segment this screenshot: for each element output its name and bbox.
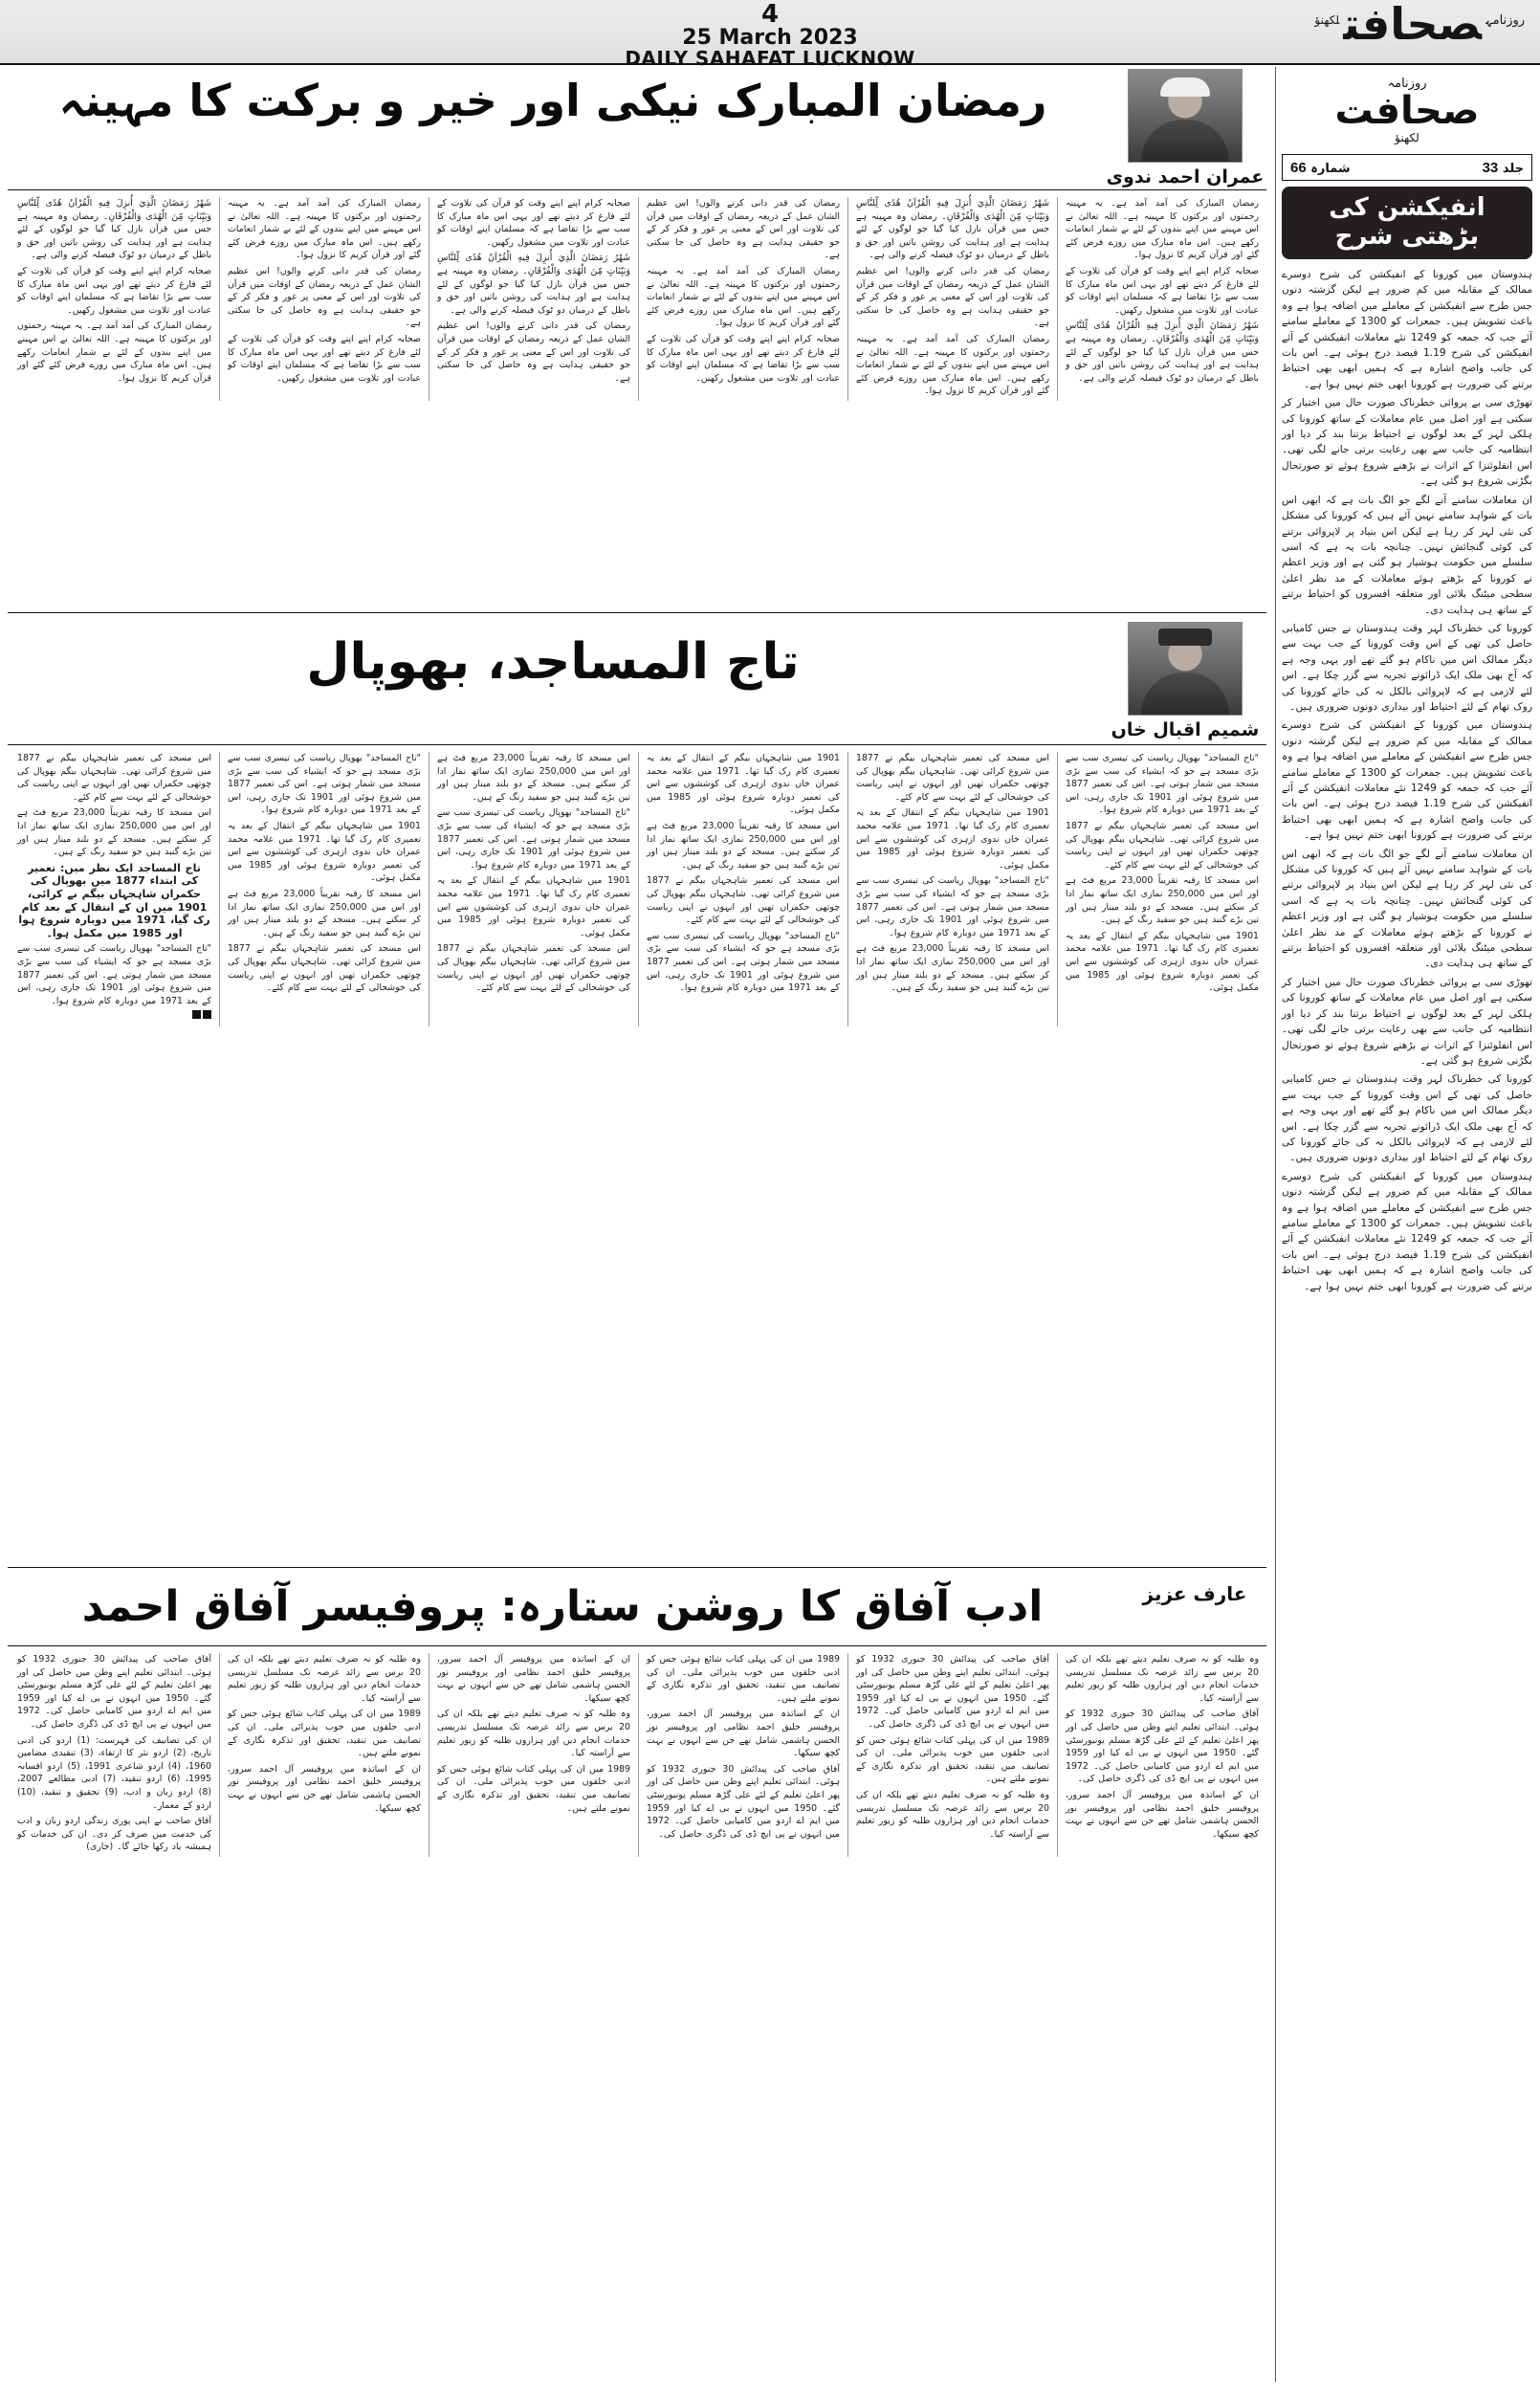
body-para: اس مسجد کی تعمیر شاہجہاں بیگم نے 1877 میں شروع کرائی تھی۔ شاہجہاں بیگم بھوپال کی چوتھی حکمراں تھیں اور انہوں نے اپنی ریاست کی خوشحالی کے لئے بہت سے کام کئے۔: [17, 753, 211, 803]
masthead-center-block: [0, 0, 1540, 70]
text-column: [847, 752, 1057, 1026]
lead-para: ہندوستان میں کورونا کے انفیکشن کی شرح دوسرے ممالک کے مقابلہ میں کم ضرور ہے لیکن گزشتہ دنوں جس طرح سے انفیکشن کے معاملے میں اضافہ ہوا ہے وہ باعث تشویش ہیں۔ جمعرات کو 1300 کے معاملے سامنے آئے جب کہ جمعہ کو 1249 نئے معاملات انفیکشن کے آئے انفیکشن کی شرح 1.19 فیصد درج ہوئی ہے۔ اس بات کی جانب واضح اشارہ ہے کہ ہمیں ابھی بھی احتیاط برتنے کی ضرورت ہے کورونا ابھی ختم نہیں ہوا ہے۔: [1282, 1170, 1532, 1292]
nameplate-title: صحافت: [1334, 89, 1480, 133]
text-column: [219, 1653, 429, 1857]
article-afaq-body: [8, 1653, 1266, 1857]
body-para: "تاج المساجد" بھوپال ریاست کی تیسری سب سے بڑی مسجد ہے جو کہ ایشیاء کی سب سے بڑی مسجد میں شمار ہوتی ہے۔ اس کی تعمیر 1877 میں شروع ہوئی اور 1901 تک جاری رہی، اس کے بعد 1971 میں دوبارہ کام شروع ہوا۔: [228, 753, 421, 816]
lead-para: کورونا کی خطرناک لہر وقت ہندوستان نے جس کامیابی حاصل کی تھی کے اس وقت کورونا کے جب بہت سے دیگر ممالک اس میں ناکام ہو گئے تھے اور یہی وجہ ہے کہ آج بھی ملک ایک ڈرائونے تجربہ سے گزر چکا ہے۔ اس لئے لازمی ہے کہ لاپروائی بالکل نہ کی جائے کورونا کی روک تھام کے لئے احتیاط اور بیداری دونوں ضروری ہیں۔: [1282, 1073, 1532, 1164]
text-column: [1057, 1653, 1266, 1857]
body-para: آفاق صاحب کی پیدائش 30 جنوری 1932 کو ہوئی۔ ابتدائی تعلیم اپنے وطن میں حاصل کی اور پھر اعلیٰ تعلیم کے لئے علی گڑھ مسلم یونیورسٹی گئے۔ 1950 میں انہوں نے بی اے کیا اور 1959 میں ایم اے اردو میں کامیابی حاصل کی۔ 1972 میں انہوں نے پی ایچ ڈی کی ڈگری حاصل کی۔: [647, 1763, 840, 1840]
masthead: [0, 0, 1540, 70]
body-para: "تاج المساجد" بھوپال ریاست کی تیسری سب سے بڑی مسجد ہے جو کہ ایشیاء کی سب سے بڑی مسجد میں شمار ہوتی ہے۔ اس کی تعمیر 1877 میں شروع ہوئی اور 1901 تک جاری رہی، اس کے بعد 1971 میں دوبارہ کام شروع ہوا۔: [647, 930, 840, 994]
masthead-logo-main: صحافت: [1343, 0, 1482, 50]
paper-name-english: DAILY SAHAFAT LUCKNOW: [625, 46, 915, 70]
body-para: رمضان کی قدر دانی کرنے والوں! اس عظیم الشان عمل کے ذریعہ رمضان کے اوقات میں قرآن کی تلاوت اور اس کے معنی پر غور و فکر کر کے جو حقیقی ہدایت ہے وہ حاصل کی جا سکتی ہے۔: [228, 265, 421, 329]
article-ramzan: [8, 67, 1266, 603]
sidebar-heading: تاج المساجد ایک نظر میں: تعمیر کی ابتداء 1877 میں بھوپال کی حکمراں شاہجہاں بیگم نے کرائی، 1901 میں ان کے انتقال کے بعد کام رک گیا، 1971 میں دوبارہ شروع ہوا اور 1985 میں مکمل ہوا۔: [18, 861, 210, 939]
headline-underline: [8, 1645, 1266, 1646]
body-para: رمضان المبارک کی آمد آمد ہے۔ یہ مہینہ رحمتوں اور برکتوں کا مہینہ ہے۔ اللہ تعالیٰ نے اس مہینے میں اپنے بندوں کے لئے بے شمار انعامات رکھے ہیں۔ اس ماہ مبارک میں روزے فرض کئے گئے اور قرآن کریم کا نزول ہوا۔: [647, 265, 840, 329]
body-para: رمضان المبارک کی آمد آمد ہے۔ یہ مہینہ رحمتوں اور برکتوں کا مہینہ ہے۔ اللہ تعالیٰ نے اس مہینے میں اپنے بندوں کے لئے بے شمار انعامات رکھے ہیں۔ اس ماہ مبارک میں روزے فرض کئے گئے اور قرآن کریم کا نزول ہوا۔: [856, 333, 1049, 397]
body-para: رمضان المبارک کی آمد آمد ہے۔ یہ مہینہ رحمتوں اور برکتوں کا مہینہ ہے۔ اللہ تعالیٰ نے اس مہینے میں اپنے بندوں کے لئے بے شمار انعامات رکھے ہیں۔ اس ماہ مبارک میں روزے فرض کئے گئے اور قرآن کریم کا نزول ہوا۔: [228, 198, 421, 261]
body-para: صحابہ کرام اپنے اپنے وقت کو قرآن کی تلاوت کے لئے فارغ کر دیتے تھے اور یہی اس ماہ مبارک کا سب سے بڑا تقاضا ہے کہ مسلمان اپنے اوقات کو عبادت اور تلاوت میں مشغول رکھیں۔: [17, 265, 211, 316]
body-para: اس مسجد کی تعمیر شاہجہاں بیگم نے 1877 میں شروع کرائی تھی۔ شاہجہاں بیگم بھوپال کی چوتھی حکمراں تھیں اور انہوں نے اپنی ریاست کی خوشحالی کے لئے بہت سے کام کئے۔: [228, 943, 421, 994]
text-column: [219, 197, 429, 401]
rail-divider: [1275, 67, 1276, 2382]
end-mark-icon: [203, 1010, 211, 1019]
volume-value: 33: [1482, 159, 1499, 176]
text-column: [10, 1653, 219, 1857]
issue-group: [1290, 160, 1351, 176]
issue-label: شمارہ: [1310, 161, 1351, 176]
body-para: شَهْرُ رَمَضَانَ الَّذِيَ أُنزِلَ فِيهِ الْقُرْآنُ هُدًى لِّلنَّاسِ وَبَيِّنَاتٍ مِّنَ الْهُدَى وَالْفُرْقَانِ۔ رمضان وہ مہینہ ہے جس میں قرآن نازل کیا گیا جو لوگوں کے لئے ہدایت ہے اور ہدایت کی روشن باتیں اور حق و باطل کے درمیان دو ٹوک فیصلہ کرنے والی ہے۔: [437, 253, 630, 316]
lead-para: کورونا کی خطرناک لہر وقت ہندوستان نے جس کامیابی حاصل کی تھی کے اس وقت کورونا کے جب بہت سے دیگر ممالک اس میں ناکام ہو گئے تھے اور یہی وجہ ہے کہ آج بھی ملک ایک ڈرائونے تجربہ سے گزر چکا ہے۔ اس لئے لازمی ہے کہ لاپروائی بالکل نہ کی جائے کورونا کی روک تھام کے لئے احتیاط اور بیداری دونوں ضروری ہیں۔: [1282, 622, 1532, 713]
body-para: صحابہ کرام اپنے اپنے وقت کو قرآن کی تلاوت کے لئے فارغ کر دیتے تھے اور یہی اس ماہ مبارک کا سب سے بڑا تقاضا ہے کہ مسلمان اپنے اوقات کو عبادت اور تلاوت میں مشغول رکھیں۔: [1066, 265, 1259, 316]
body-para: اس مسجد کا رقبہ تقریباً 23,000 مربع فٹ ہے اور اس میں 250,000 نمازی ایک ساتھ نماز ادا کر سکتے ہیں۔ مسجد کے دو بلند مینار ہیں اور تین بڑے گنبد ہیں جو سفید رنگ کے ہیں۔: [437, 753, 630, 803]
nameplate-city: لکھنؤ: [1395, 131, 1419, 144]
lead-headline: انفیکشن کی بڑھتی شرح: [1282, 187, 1532, 259]
body-para: وہ طلبہ کو نہ صرف تعلیم دیتے تھے بلکہ ان کی 20 برس سے زائد عرصہ تک مسلسل تدریسی خدمات انجام دیں اور ہزاروں طلبہ کو زیور تعلیم سے آراستہ کیا۔: [228, 1654, 421, 1704]
text-column: [1057, 752, 1266, 1026]
lead-para: ہندوستان میں کورونا کے انفیکشن کی شرح دوسرے ممالک کے مقابلہ میں کم ضرور ہے لیکن گزشتہ دنوں جس طرح سے انفیکشن کے معاملے میں اضافہ ہوا ہے وہ باعث تشویش ہیں۔ جمعرات کو 1300 کے معاملے سامنے آئے جب کہ جمعہ کو 1249 نئے معاملات انفیکشن کے آئے انفیکشن کی شرح 1.19 فیصد درج ہوئی ہے۔ اس بات کی جانب واضح اشارہ ہے کہ ہمیں ابھی بھی احتیاط برتنے کی ضرورت ہے کورونا ابھی ختم نہیں ہوا ہے۔: [1282, 719, 1532, 842]
text-column: [638, 1653, 847, 1857]
article-masjid-body: [8, 752, 1266, 1026]
body-para: آفاق صاحب کی پیدائش 30 جنوری 1932 کو ہوئی۔ ابتدائی تعلیم اپنے وطن میں حاصل کی اور پھر اعلیٰ تعلیم کے لئے علی گڑھ مسلم یونیورسٹی گئے۔ 1950 میں انہوں نے بی اے کیا اور 1959 میں ایم اے اردو میں کامیابی حاصل کی۔ 1972 میں انہوں نے پی ایچ ڈی کی ڈگری حاصل کی۔: [17, 1654, 212, 1730]
article-afaq-headline: ادب آفاق کا روشن ستارہ: پروفیسر آفاق احمد: [81, 1582, 1044, 1631]
author-name: عارف عزیز: [1142, 1582, 1247, 1605]
article-ramzan-headline: رمضان المبارک نیکی اور خیر و برکت کا مہینہ: [58, 75, 1047, 126]
body-para: رمضان کی قدر دانی کرنے والوں! اس عظیم الشان عمل کے ذریعہ رمضان کے اوقات میں قرآن کی تلاوت اور اس کے معنی پر غور و فکر کر کے جو حقیقی ہدایت ہے وہ حاصل کی جا سکتی ہے۔: [856, 265, 1049, 329]
text-column: [1057, 197, 1266, 401]
nameplate: [1282, 67, 1532, 150]
article-masjid-headline: تاج المساجد، بھوپال: [306, 633, 800, 691]
body-para: اس مسجد کا رقبہ تقریباً 23,000 مربع فٹ ہے اور اس میں 250,000 نمازی ایک ساتھ نماز ادا کر سکتے ہیں۔ مسجد کے دو بلند مینار ہیں اور تین بڑے گنبد ہیں جو سفید رنگ کے ہیں۔: [856, 943, 1049, 994]
body-para: شَهْرُ رَمَضَانَ الَّذِيَ أُنزِلَ فِيهِ الْقُرْآنُ هُدًى لِّلنَّاسِ وَبَيِّنَاتٍ مِّنَ الْهُدَى وَالْفُرْقَانِ۔ رمضان وہ مہینہ ہے جس میں قرآن نازل کیا گیا جو لوگوں کے لئے ہدایت ہے اور ہدایت کی روشن باتیں اور حق و باطل کے درمیان دو ٹوک فیصلہ کرنے والی ہے۔: [17, 198, 211, 261]
body-para: اس مسجد کی تعمیر شاہجہاں بیگم نے 1877 میں شروع کرائی تھی۔ شاہجہاں بیگم بھوپال کی چوتھی حکمراں تھیں اور انہوں نے اپنی ریاست کی خوشحالی کے لئے بہت سے کام کئے۔: [856, 753, 1049, 803]
body-para: آفاق صاحب نے اپنی پوری زندگی اردو زبان و ادب کی خدمت میں صرف کر دی۔ ان کی خدمات کو ہمیشہ یاد رکھا جائے گا۔ (جاری): [17, 1816, 211, 1853]
body-para: اس مسجد کی تعمیر شاہجہاں بیگم نے 1877 میں شروع کرائی تھی۔ شاہجہاں بیگم بھوپال کی چوتھی حکمراں تھیں اور انہوں نے اپنی ریاست کی خوشحالی کے لئے بہت سے کام کئے۔: [647, 875, 840, 926]
body-para: اس مسجد کی تعمیر شاہجہاں بیگم نے 1877 میں شروع کرائی تھی۔ شاہجہاں بیگم بھوپال کی چوتھی حکمراں تھیں اور انہوں نے اپنی ریاست کی خوشحالی کے لئے بہت سے کام کئے۔: [1066, 820, 1259, 871]
end-mark-icon: [192, 1010, 201, 1019]
byline-imran: [1104, 69, 1266, 187]
text-column: [429, 752, 638, 1026]
text-column: [638, 197, 847, 401]
article-masjid: [8, 620, 1266, 1557]
body-para: اس مسجد کا رقبہ تقریباً 23,000 مربع فٹ ہے اور اس میں 250,000 نمازی ایک ساتھ نماز ادا کر سکتے ہیں۔ مسجد کے دو بلند مینار ہیں اور تین بڑے گنبد ہیں جو سفید رنگ کے ہیں۔: [647, 820, 840, 871]
author-name: شمیم اقبال خاں: [1111, 719, 1260, 740]
body-para: ان کے اساتذہ میں پروفیسر آل احمد سرور، پروفیسر خلیق احمد نظامی اور پروفیسر نور الحسن ہاشمی شامل تھے جن سے انہوں نے بہت کچھ سیکھا۔: [1066, 1789, 1259, 1840]
author-photo: [1128, 69, 1243, 163]
body-para: 1901 میں شاہجہاں بیگم کے انتقال کے بعد یہ تعمیری کام رک گیا تھا۔ 1971 میں علامہ محمد عمران خاں ندوی ازہری کی کوششوں سے اس کی تعمیر دوبارہ شروع ہوئی اور 1985 میں مکمل ہوئی۔: [856, 807, 1050, 871]
volume-label: جلد: [1502, 161, 1524, 176]
body-para: ان کے اساتذہ میں پروفیسر آل احمد سرور، پروفیسر خلیق احمد نظامی اور پروفیسر نور الحسن ہاشمی شامل تھے جن سے انہوں نے بہت کچھ سیکھا۔: [437, 1654, 630, 1704]
body-para: شَهْرُ رَمَضَانَ الَّذِيَ أُنزِلَ فِيهِ الْقُرْآنُ هُدًى لِّلنَّاسِ وَبَيِّنَاتٍ مِّنَ الْهُدَى وَالْفُرْقَانِ۔ رمضان وہ مہینہ ہے جس میں قرآن نازل کیا گیا جو لوگوں کے لئے ہدایت ہے اور ہدایت کی روشن باتیں اور حق و باطل کے درمیان دو ٹوک فیصلہ کرنے والی ہے۔: [1066, 320, 1259, 384]
article-afaq: [8, 1575, 1266, 2397]
issue-date: 25 March 2023: [682, 25, 858, 50]
article-ramzan-body: [8, 197, 1266, 401]
body-para: رمضان کی قدر دانی کرنے والوں! اس عظیم الشان عمل کے ذریعہ رمضان کے اوقات میں قرآن کی تلاوت اور اس کے معنی پر غور و فکر کر کے جو حقیقی ہدایت ہے وہ حاصل کی جا سکتی ہے۔: [437, 320, 630, 384]
lead-rail: [1282, 67, 1532, 2392]
text-column: [219, 752, 429, 1026]
body-para: ان کے اساتذہ میں پروفیسر آل احمد سرور، پروفیسر خلیق احمد نظامی اور پروفیسر نور الحسن ہاشمی شامل تھے جن سے انہوں نے بہت کچھ سیکھا۔: [228, 1763, 421, 1814]
body-para: 1989 میں ان کی پہلی کتاب شائع ہوئی جس کو ادبی حلقوں میں خوب پذیرائی ملی۔ ان کی تصانیف میں تنقید، تحقیق اور تذکرہ نگاری کے نمونے ملتے ہیں۔: [856, 1734, 1049, 1785]
nameplate-super: روزنامہ: [1387, 77, 1427, 91]
headline-underline: [8, 744, 1266, 745]
section-divider-2: [8, 1567, 1266, 1568]
body-para: "تاج المساجد" بھوپال ریاست کی تیسری سب سے بڑی مسجد ہے جو کہ ایشیاء کی سب سے بڑی مسجد میں شمار ہوتی ہے۔ اس کی تعمیر 1877 میں شروع ہوئی اور 1901 تک جاری رہی، اس کے بعد 1971 میں دوبارہ کام شروع ہوا۔: [1066, 753, 1259, 816]
masthead-logo-city: لکھنؤ: [1314, 12, 1340, 27]
text-column: [10, 197, 219, 401]
text-column: [429, 1653, 638, 1857]
lead-para: تھوڑی سی بے پروائی خطرناک صورت حال میں اختیار کر سکتی ہے اور اصل میں عام معاملات کے ساتھ کورونا کی ہلکی لہر کے بعد لوگوں نے احتیاط برتنا بند کر دیا اور انتظامیہ کی جانب سے بھی رعایت برتی جانے لگی تھی۔ اس انفلوئنزا کے اثرات نے بڑھنے شروع ہوئے تو صورتحال بگڑنی شروع ہو گئی ہے۔: [1282, 976, 1532, 1067]
body-para: 1901 میں شاہجہاں بیگم کے انتقال کے بعد یہ تعمیری کام رک گیا تھا۔ 1971 میں علامہ محمد عمران خاں ندوی ازہری کی کوششوں سے اس کی تعمیر دوبارہ شروع ہوئی اور 1985 میں مکمل ہوئی۔: [647, 753, 841, 816]
volume-issue-bar: [1282, 154, 1532, 181]
byline-arif: [1123, 1578, 1266, 1605]
body-para: آفاق صاحب کی پیدائش 30 جنوری 1932 کو ہوئی۔ ابتدائی تعلیم اپنے وطن میں حاصل کی اور پھر اعلیٰ تعلیم کے لئے علی گڑھ مسلم یونیورسٹی گئے۔ 1950 میں انہوں نے بی اے کیا اور 1959 میں ایم اے اردو میں کامیابی حاصل کی۔ 1972 میں انہوں نے پی ایچ ڈی کی ڈگری حاصل کی۔: [856, 1654, 1049, 1730]
page-number: 4: [760, 0, 780, 29]
lead-article-body: [1282, 267, 1532, 1294]
volume-group: [1483, 160, 1524, 176]
text-column: [638, 752, 847, 1026]
body-para: 1989 میں ان کی پہلی کتاب شائع ہوئی جس کو ادبی حلقوں میں خوب پذیرائی ملی۔ ان کی تصانیف میں تنقید، تحقیق اور تذکرہ نگاری کے نمونے ملتے ہیں۔: [647, 1654, 840, 1704]
lead-para: ان معاملات سامنے آنے لگے جو الگ بات ہے کہ ابھی اس بات کے شواہد سامنے نہیں آئے ہیں کہ کورونا کی مشکل کی نئی لہر کر رہا ہے لیکن اس بنیاد پر لاپروائی برتنے کی کوئی گنجائش نہیں۔ چنانچہ بات یہ ہے کہ اسی سلسلے میں حکومت ہوشیار ہو گئی ہے اور وزیر اعظم نے کورونا کے بڑھتے ہوئے معاملات کے مد نظر اعلیٰ سطحی میٹنگ بلائی اور متعلقہ افسروں کو احتیاط برتنے کے ساتھ ہی ہدایت دی۔: [1282, 848, 1532, 970]
author-name: عمران احمد ندوی: [1106, 166, 1265, 187]
body-para: رمضان کی قدر دانی کرنے والوں! اس عظیم الشان عمل کے ذریعہ رمضان کے اوقات میں قرآن کی تلاوت اور اس کے معنی پر غور و فکر کر کے جو حقیقی ہدایت ہے وہ حاصل کی جا سکتی ہے۔: [647, 198, 840, 261]
body-para: 1989 میں ان کی پہلی کتاب شائع ہوئی جس کو ادبی حلقوں میں خوب پذیرائی ملی۔ ان کی تصانیف میں تنقید، تحقیق اور تذکرہ نگاری کے نمونے ملتے ہیں۔: [228, 1709, 421, 1759]
body-para: 1989 میں ان کی پہلی کتاب شائع ہوئی جس کو ادبی حلقوں میں خوب پذیرائی ملی۔ ان کی تصانیف میں تنقید، تحقیق اور تذکرہ نگاری کے نمونے ملتے ہیں۔: [437, 1763, 630, 1814]
byline-shamim: [1104, 622, 1266, 740]
section-divider-1: [8, 612, 1266, 613]
body-para: 1901 میں شاہجہاں بیگم کے انتقال کے بعد یہ تعمیری کام رک گیا تھا۔ 1971 میں علامہ محمد عمران خاں ندوی ازہری کی کوششوں سے اس کی تعمیر دوبارہ شروع ہوئی اور 1985 میں مکمل ہوئی۔: [228, 820, 422, 884]
text-column: [847, 197, 1057, 401]
text-column: [10, 752, 219, 1026]
body-para: ان کے اساتذہ میں پروفیسر آل احمد سرور، پروفیسر خلیق احمد نظامی اور پروفیسر نور الحسن ہاشمی شامل تھے جن سے انہوں نے بہت کچھ سیکھا۔: [647, 1709, 840, 1759]
masthead-logo-super: روزنامہ: [1485, 12, 1525, 28]
end-mark-para: [17, 1010, 211, 1024]
issue-value: 66: [1290, 159, 1307, 176]
body-para: صحابہ کرام اپنے اپنے وقت کو قرآن کی تلاوت کے لئے فارغ کر دیتے تھے اور یہی اس ماہ مبارک کا سب سے بڑا تقاضا ہے کہ مسلمان اپنے اوقات کو عبادت اور تلاوت میں مشغول رکھیں۔: [647, 333, 840, 384]
body-para: ان کی تصانیف کی فہرست: (1) اردو کی ادبی تاریخ، (2) اردو نثر کا ارتقاء، (3) تنقیدی مضامین 1960، (4) اردو شاعری 1991، (5) اردو افسانہ 1995، (6) اردو تنقید، (7) ادبی مطالعے 2007، (8) اردو زبان و ادب، (9) تحقیق و تنقید، (10) اردو کے معمار۔: [17, 1734, 212, 1811]
body-para: "تاج المساجد" بھوپال ریاست کی تیسری سب سے بڑی مسجد ہے جو کہ ایشیاء کی سب سے بڑی مسجد میں شمار ہوتی ہے۔ اس کی تعمیر 1877 میں شروع ہوئی اور 1901 تک جاری رہی، اس کے بعد 1971 میں دوبارہ کام شروع ہوا۔: [17, 943, 211, 1006]
author-photo: [1128, 622, 1243, 716]
text-column: [847, 1653, 1057, 1857]
body-para: اس مسجد کا رقبہ تقریباً 23,000 مربع فٹ ہے اور اس میں 250,000 نمازی ایک ساتھ نماز ادا کر سکتے ہیں۔ مسجد کے دو بلند مینار ہیں اور تین بڑے گنبد ہیں جو سفید رنگ کے ہیں۔: [17, 807, 211, 858]
body-para: 1901 میں شاہجہاں بیگم کے انتقال کے بعد یہ تعمیری کام رک گیا تھا۔ 1971 میں علامہ محمد عمران خاں ندوی ازہری کی کوششوں سے اس کی تعمیر دوبارہ شروع ہوئی اور 1985 میں مکمل ہوئی۔: [1066, 930, 1260, 994]
text-column: [429, 197, 638, 401]
body-para: صحابہ کرام اپنے اپنے وقت کو قرآن کی تلاوت کے لئے فارغ کر دیتے تھے اور یہی اس ماہ مبارک کا سب سے بڑا تقاضا ہے کہ مسلمان اپنے اوقات کو عبادت اور تلاوت میں مشغول رکھیں۔: [228, 333, 421, 384]
body-para: وہ طلبہ کو نہ صرف تعلیم دیتے تھے بلکہ ان کی 20 برس سے زائد عرصہ تک مسلسل تدریسی خدمات انجام دیں اور ہزاروں طلبہ کو زیور تعلیم سے آراستہ کیا۔: [437, 1709, 630, 1759]
body-para: "تاج المساجد" بھوپال ریاست کی تیسری سب سے بڑی مسجد ہے جو کہ ایشیاء کی سب سے بڑی مسجد میں شمار ہوتی ہے۔ اس کی تعمیر 1877 میں شروع ہوئی اور 1901 تک جاری رہی، اس کے بعد 1971 میں دوبارہ کام شروع ہوا۔: [856, 875, 1049, 938]
body-para: اس مسجد کی تعمیر شاہجہاں بیگم نے 1877 میں شروع کرائی تھی۔ شاہجہاں بیگم بھوپال کی چوتھی حکمراں تھیں اور انہوں نے اپنی ریاست کی خوشحالی کے لئے بہت سے کام کئے۔: [437, 943, 630, 994]
body-para: "تاج المساجد" بھوپال ریاست کی تیسری سب سے بڑی مسجد ہے جو کہ ایشیاء کی سب سے بڑی مسجد میں شمار ہوتی ہے۔ اس کی تعمیر 1877 میں شروع ہوئی اور 1901 تک جاری رہی، اس کے بعد 1971 میں دوبارہ کام شروع ہوا۔: [437, 807, 630, 871]
body-para: اس مسجد کا رقبہ تقریباً 23,000 مربع فٹ ہے اور اس میں 250,000 نمازی ایک ساتھ نماز ادا کر سکتے ہیں۔ مسجد کے دو بلند مینار ہیں اور تین بڑے گنبد ہیں جو سفید رنگ کے ہیں۔: [1066, 875, 1259, 926]
body-para: رمضان المبارک کی آمد آمد ہے۔ یہ مہینہ رحمتوں اور برکتوں کا مہینہ ہے۔ اللہ تعالیٰ نے اس مہینے میں اپنے بندوں کے لئے بے شمار انعامات رکھے ہیں۔ اس ماہ مبارک میں روزے فرض کئے گئے اور قرآن کریم کا نزول ہوا۔: [17, 320, 211, 384]
headline-underline: [8, 189, 1266, 190]
body-para: شَهْرُ رَمَضَانَ الَّذِيَ أُنزِلَ فِيهِ الْقُرْآنُ هُدًى لِّلنَّاسِ وَبَيِّنَاتٍ مِّنَ الْهُدَى وَالْفُرْقَانِ۔ رمضان وہ مہینہ ہے جس میں قرآن نازل کیا گیا جو لوگوں کے لئے ہدایت ہے اور ہدایت کی روشن باتیں اور حق و باطل کے درمیان دو ٹوک فیصلہ کرنے والی ہے۔: [856, 198, 1049, 261]
body-para: رمضان المبارک کی آمد آمد ہے۔ یہ مہینہ رحمتوں اور برکتوں کا مہینہ ہے۔ اللہ تعالیٰ نے اس مہینے میں اپنے بندوں کے لئے بے شمار انعامات رکھے ہیں۔ اس ماہ مبارک میں روزے فرض کئے گئے اور قرآن کریم کا نزول ہوا۔: [1066, 198, 1259, 261]
body-para: اس مسجد کا رقبہ تقریباً 23,000 مربع فٹ ہے اور اس میں 250,000 نمازی ایک ساتھ نماز ادا کر سکتے ہیں۔ مسجد کے دو بلند مینار ہیں اور تین بڑے گنبد ہیں جو سفید رنگ کے ہیں۔: [228, 888, 421, 938]
body-para: وہ طلبہ کو نہ صرف تعلیم دیتے تھے بلکہ ان کی 20 برس سے زائد عرصہ تک مسلسل تدریسی خدمات انجام دیں اور ہزاروں طلبہ کو زیور تعلیم سے آراستہ کیا۔: [1066, 1654, 1259, 1704]
lead-para: ہندوستان میں کورونا کے انفیکشن کی شرح دوسرے ممالک کے مقابلہ میں کم ضرور ہے لیکن گزشتہ دنوں جس طرح سے انفیکشن کے معاملے میں اضافہ ہوا ہے وہ باعث تشویش ہیں۔ جمعرات کو 1300 کے معاملے سامنے آئے جب کہ جمعہ کو 1249 نئے معاملات انفیکشن کے آئے انفیکشن کی شرح 1.19 فیصد درج ہوئی ہے۔ اس بات کی جانب واضح اشارہ ہے کہ ہمیں ابھی بھی احتیاط برتنے کی ضرورت ہے کورونا ابھی ختم نہیں ہوا ہے۔: [1282, 269, 1532, 390]
body-para: وہ طلبہ کو نہ صرف تعلیم دیتے تھے بلکہ ان کی 20 برس سے زائد عرصہ تک مسلسل تدریسی خدمات انجام دیں اور ہزاروں طلبہ کو زیور تعلیم سے آراستہ کیا۔: [856, 1789, 1049, 1840]
lead-para: تھوڑی سی بے پروائی خطرناک صورت حال میں اختیار کر سکتی ہے اور اصل میں عام معاملات کے ساتھ کورونا کی ہلکی لہر کے بعد لوگوں نے احتیاط برتنا بند کر دیا اور انتظامیہ کی جانب سے بھی رعایت برتی جانے لگی تھی۔ اس انفلوئنزا کے اثرات نے بڑھنے شروع ہوئے تو صورتحال بگڑنی شروع ہو گئی ہے۔: [1282, 397, 1532, 488]
body-para: آفاق صاحب کی پیدائش 30 جنوری 1932 کو ہوئی۔ ابتدائی تعلیم اپنے وطن میں حاصل کی اور پھر اعلیٰ تعلیم کے لئے علی گڑھ مسلم یونیورسٹی گئے۔ 1950 میں انہوں نے بی اے کیا اور 1959 میں ایم اے اردو میں کامیابی حاصل کی۔ 1972 میں انہوں نے پی ایچ ڈی کی ڈگری حاصل کی۔: [1066, 1709, 1259, 1785]
lead-para: ان معاملات سامنے آنے لگے جو الگ بات ہے کہ ابھی اس بات کے شواہد سامنے نہیں آئے ہیں کہ کورونا کی مشکل کی نئی لہر کر رہا ہے لیکن اس بنیاد پر لاپروائی برتنے کی کوئی گنجائش نہیں۔ چنانچہ بات یہ ہے کہ اسی سلسلے میں حکومت ہوشیار ہو گئی ہے اور وزیر اعظم نے کورونا کے بڑھتے ہوئے معاملات کے مد نظر اعلیٰ سطحی میٹنگ بلائی اور متعلقہ افسروں کو احتیاط برتنے کے ساتھ ہی ہدایت دی۔: [1282, 494, 1532, 616]
body-para: صحابہ کرام اپنے اپنے وقت کو قرآن کی تلاوت کے لئے فارغ کر دیتے تھے اور یہی اس ماہ مبارک کا سب سے بڑا تقاضا ہے کہ مسلمان اپنے اوقات کو عبادت اور تلاوت میں مشغول رکھیں۔: [437, 198, 630, 248]
body-para: 1901 میں شاہجہاں بیگم کے انتقال کے بعد یہ تعمیری کام رک گیا تھا۔ 1971 میں علامہ محمد عمران خاں ندوی ازہری کی کوششوں سے اس کی تعمیر دوبارہ شروع ہوئی اور 1985 میں مکمل ہوئی۔: [437, 875, 631, 938]
